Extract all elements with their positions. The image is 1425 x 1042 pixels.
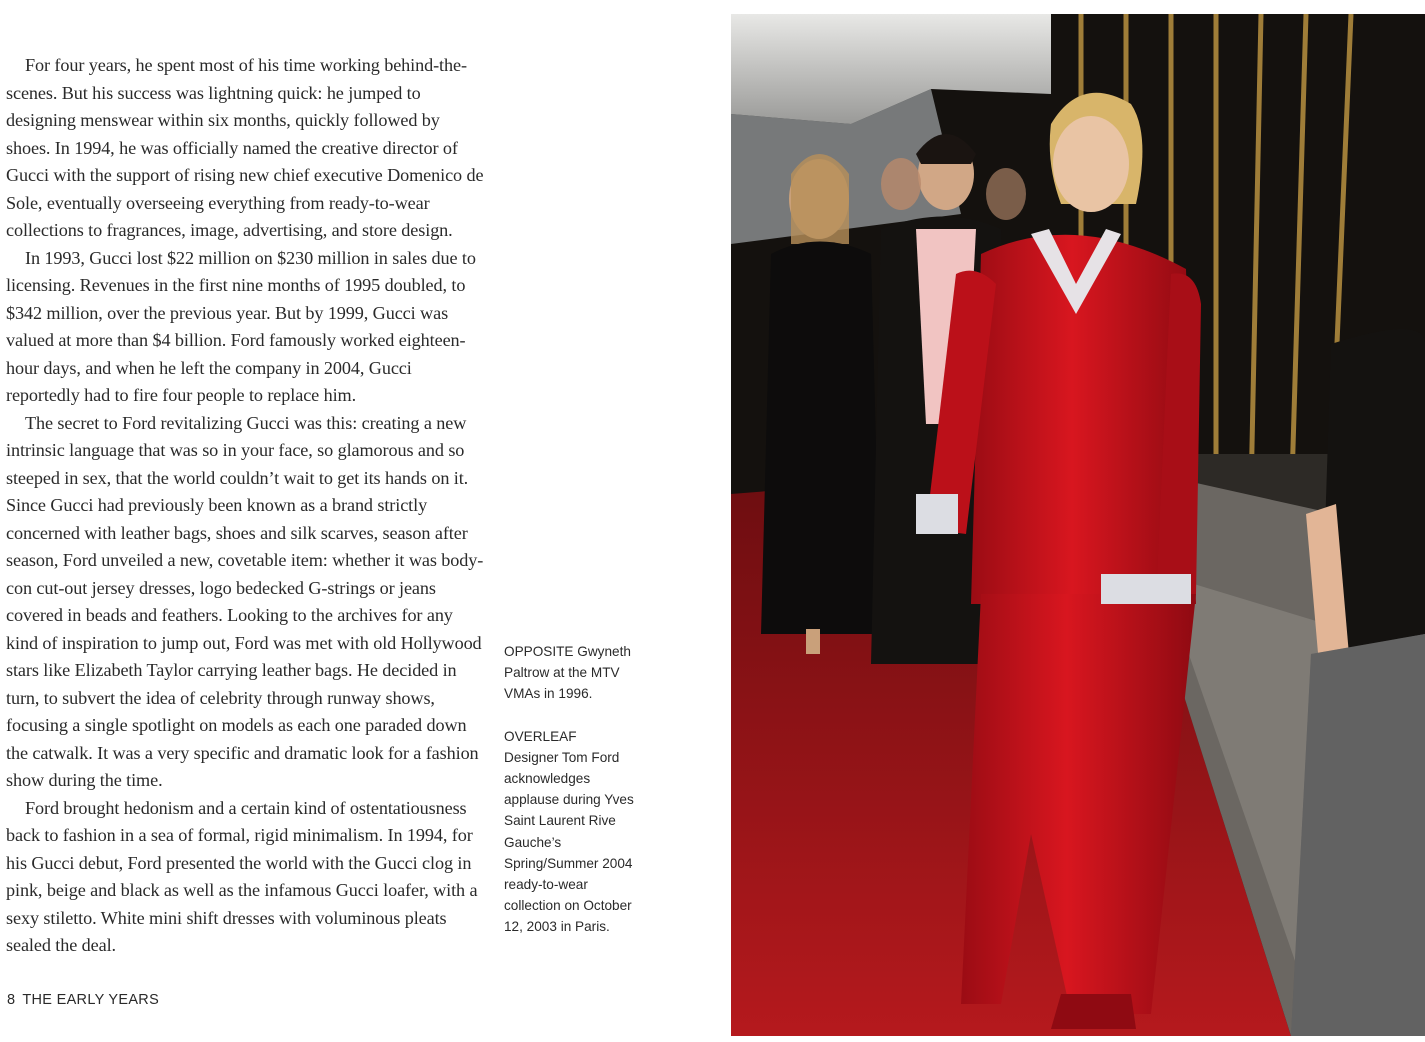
- paragraph: Ford brought hedonism and a certain kind of ostentatiousness back to fashion in a sea of formal, rigid minimalism. In 1994, for his Gucci debut, Ford presented the world with the Gucci clog in pink, beige and black as well as the infamous Gucci loafer, with a sexy stiletto. White mini shift dresses with voluminous pleats sealed the deal.: [6, 797, 478, 955]
- caption-overleaf: [504, 726, 640, 938]
- caption-overleaf-label: OVERLEAF: [504, 728, 577, 744]
- page-footer: [7, 992, 159, 1008]
- caption-opposite: OPPOSITE Gwyneth Paltrow at the MTV VMAs in 1996.: [504, 644, 631, 702]
- photo-caption: [504, 641, 640, 959]
- section-title: THE EARLY YEARS: [22, 992, 160, 1008]
- paragraph: The secret to Ford revitalizing Gucci was this: creating a new intrinsic language that was so in your face, so glamorous and so steeped in sex, that the world couldn’t wait to get its hands on it. Since Gucci had previously been known as a brand strictly concerned with leather bags, shoes and silk scarves, season after season, Ford unveiled a new, covetable item: whether it was body-con cut-out jersey dresses, logo bedecked G-strings or jeans covered in beads and feathers. Looking to the archives for any kind of inspiration to jump out, Ford was met with old Hollywood stars like Elizabeth Taylor carrying leather bags. He decided in turn, to subvert the idea of celebrity through runway shows, focusing a single spotlight on models as each one paraded down the catwalk. It was a very specific and dramatic look for a fashion show during the time.: [6, 412, 484, 790]
- page-number: 8: [7, 992, 16, 1008]
- paragraph: For four years, he spent most of his time working behind-the-scenes. But his success was lightning quick: he jumped to designing menswear within six months, quickly followed by shoes. In 1994, he was officially named the creative director of Gucci with the support of rising new chief executive Domenico de Sole, eventually overseeing everything from ready-to-wear collections to fragrances, image, advertising, and store design.: [6, 55, 484, 240]
- photo-red-carpet: [731, 14, 1425, 1036]
- article-body: [6, 52, 488, 960]
- paragraph: In 1993, Gucci lost $22 million on $230 million in sales due to licensing. Revenues in the first nine months of 1995 doubled, to $342 million, over the previous year. But by 1999, Gucci was valued at more than $4 billion. Ford famously worked eighteen-hour days, and when he left the company in 2004, Gucci reportedly had to fire four people to replace him.: [6, 247, 476, 405]
- photo-illustration: [731, 14, 1425, 1036]
- caption-overleaf-text: Designer Tom Ford acknowledges applause during Yves Saint Laurent Rive Gauche’s Spring/Summer 2004 ready-to-wear collection on October 12, 2003 in Paris.: [504, 749, 634, 935]
